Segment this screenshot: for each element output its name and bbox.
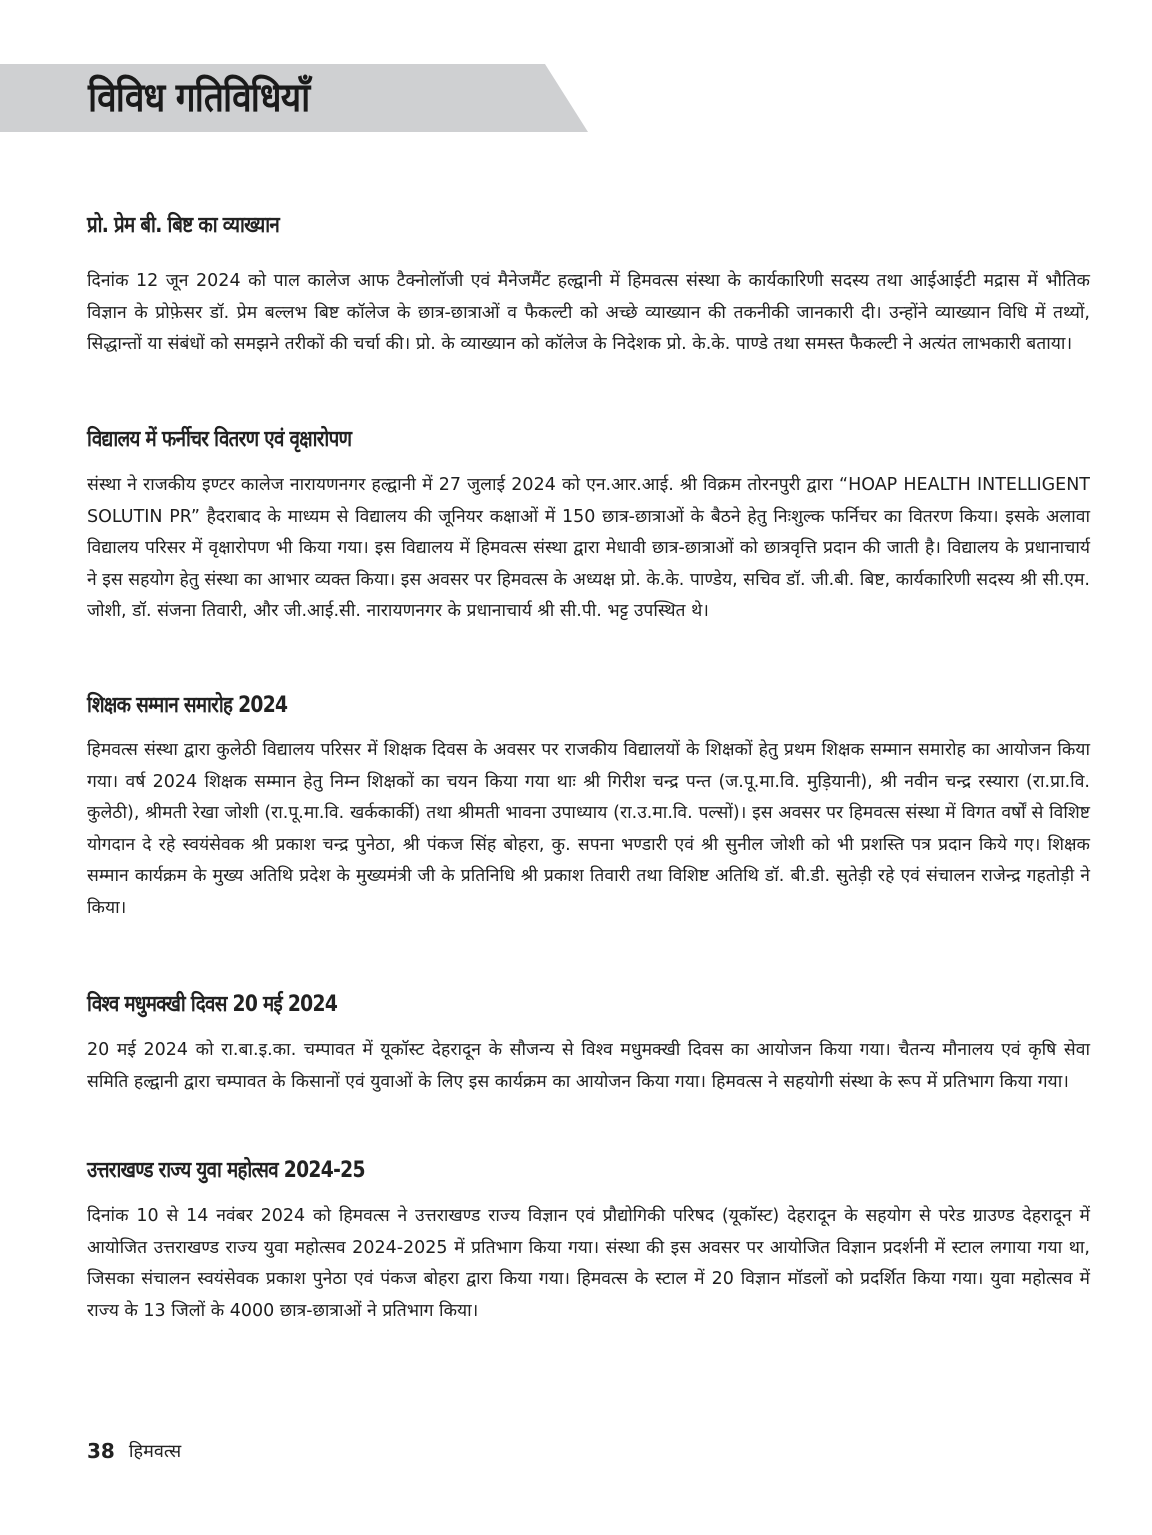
section-body-lecture: दिनांक 12 जून 2024 को पाल कालेज आफ टैक्नोलॉजी एवं मैनेजमैंट हल्द्वानी में हिमवत्स संस्था के कार्यकारिणी सदस्य तथा आईआईटी मद्रास में भौतिक विज्ञान के प्रोफ़ेसर डॉ. प्रेम बल्लभ बिष्ट कॉलेज के छात्र-छात्राओं व फैकल्टी को अच्छे व्याख्यान की तकनीकी जानकारी दी। उन्होंने व्याख्यान विधि में तथ्यों, सिद्धान्तों या संबंधों को समझने तरीकों की चर्चा की। प्रो. के व्याख्यान को कॉलेज के निदेशक प्रो. के.के. पाण्डे तथा समस्त फैकल्टी ने अत्यंत लाभकारी बताया। xyxy=(87,271,1090,354)
page-footer xyxy=(87,1436,181,1466)
publication-name: हिमवत्स xyxy=(128,1441,182,1462)
page-number: 38 xyxy=(87,1439,115,1463)
section-body-bee-day: 20 मई 2024 को रा.बा.इ.का. चम्पावत में यूकॉस्ट देहरादून के सौजन्य से विश्व मधुमक्खी दिवस का आयोजन किया गया। चैतन्य मौनालय एवं कृषि सेवा समिति हल्द्वानी द्वारा चम्पावत के किसानों एवं युवाओं के लिए इस कार्यक्रम का आयोजन किया गया। हिमवत्स ने सहयोगी संस्था के रूप में प्रतिभाग किया गया। xyxy=(87,1040,1090,1092)
page-title: विविध गतिविधियाँ xyxy=(88,75,310,121)
section-body-furniture: संस्था ने राजकीय इण्टर कालेज नारायणनगर हल्द्वानी में 27 जुलाई 2024 को एन.आर.आई. श्री विक्रम तोरनपुरी द्वारा “HOAP HEALTH INTELLIGENT SOLUTIN PR” हैदराबाद के माध्यम से विद्यालय की जूनियर कक्षाओं में 150 छात्र-छात्राओं के बैठने हेतु निःशुल्क फर्निचर का वितरण किया। इसके अलावा विद्यालय परिसर में वृक्षारोपण भी किया गया। इस विद्यालय में हिमवत्स संस्था द्वारा मेधावी छात्र-छात्राओं को छात्रवृत्ति प्रदान की जाती है। विद्यालय के प्रधानाचार्य ने इस सहयोग हेतु संस्था का आभार व्यक्त किया। इस अवसर पर हिमवत्स के अध्यक्ष प्रो. के.के. पाण्डेय, सचिव डॉ. जी.बी. बिष्ट, कार्यकारिणी सदस्य श्री सी.एम. जोशी, डॉ. संजना तिवारी, और जी.आई.सी. नारायणनगर के प्रधानाचार्य श्री सी.पी. भट्ट उपस्थित थे। xyxy=(87,475,1090,621)
section-heading-lecture: प्रो. प्रेम बी. बिष्ट का व्याख्यान xyxy=(87,213,280,238)
section-heading-bee-day: विश्व मधुमक्खी दिवस 20 मई 2024 xyxy=(87,992,338,1017)
section-heading-furniture: विद्यालय में फर्नीचर वितरण एवं वृक्षारोपण xyxy=(87,427,352,452)
section-heading-teacher-award: शिक्षक सम्मान समारोह 2024 xyxy=(87,693,288,718)
section-heading-youth-festival: उत्तराखण्ड राज्य युवा महोत्सव 2024-25 xyxy=(87,1158,365,1183)
section-body-youth-festival: दिनांक 10 से 14 नवंबर 2024 को हिमवत्स ने उत्तराखण्ड राज्य विज्ञान एवं प्रौद्योगिकी परिषद (यूकॉस्ट) देहरादून के सहयोग से परेड ग्राउण्ड देहरादून में आयोजित उत्तराखण्ड राज्य युवा महोत्सव 2024-2025 में प्रतिभाग किया गया। संस्था की इस अवसर पर आयोजित विज्ञान प्रदर्शनी में स्टाल लगाया गया था, जिसका संचालन स्वयंसेवक प्रकाश पुनेठा एवं पंकज बोहरा द्वारा किया गया। हिमवत्स के स्टाल में 20 विज्ञान मॉडलों को प्रदर्शित किया गया। युवा महोत्सव में राज्य के 13 जिलों के 4000 छात्र-छात्राओं ने प्रतिभाग किया। xyxy=(87,1206,1090,1321)
section-body-teacher-award: हिमवत्स संस्था द्वारा कुलेठी विद्यालय परिसर में शिक्षक दिवस के अवसर पर राजकीय विद्यालयों के शिक्षकों हेतु प्रथम शिक्षक सम्मान समारोह का आयोजन किया गया। वर्ष 2024 शिक्षक सम्मान हेतु निम्न शिक्षकों का चयन किया गया थाः श्री गिरीश चन्द्र पन्त (ज.पू.मा.वि. मुड़ियानी), श्री नवीन चन्द्र रस्यारा (रा.प्रा.वि. कुलेठी), श्रीमती रेखा जोशी (रा.पू.मा.वि. खर्ककार्की) तथा श्रीमती भावना उपाध्याय (रा.उ.मा.वि. पल्सों)। इस अवसर पर हिमवत्स संस्था में विगत वर्षों से विशिष्ट योगदान दे रहे स्वयंसेवक श्री प्रकाश चन्द्र पुनेठा, श्री पंकज सिंह बोहरा, कु. सपना भण्डारी एवं श्री सुनील जोशी को भी प्रशस्ति पत्र प्रदान किये गए। शिक्षक सम्मान कार्यक्रम के मुख्य अतिथि प्रदेश के मुख्यमंत्री जी के प्रतिनिधि श्री प्रकाश तिवारी तथा विशिष्ट अतिथि डॉ. बी.डी. सुतेड़ी रहे एवं संचालन राजेन्द्र गहतोड़ी ने किया। xyxy=(87,740,1090,918)
